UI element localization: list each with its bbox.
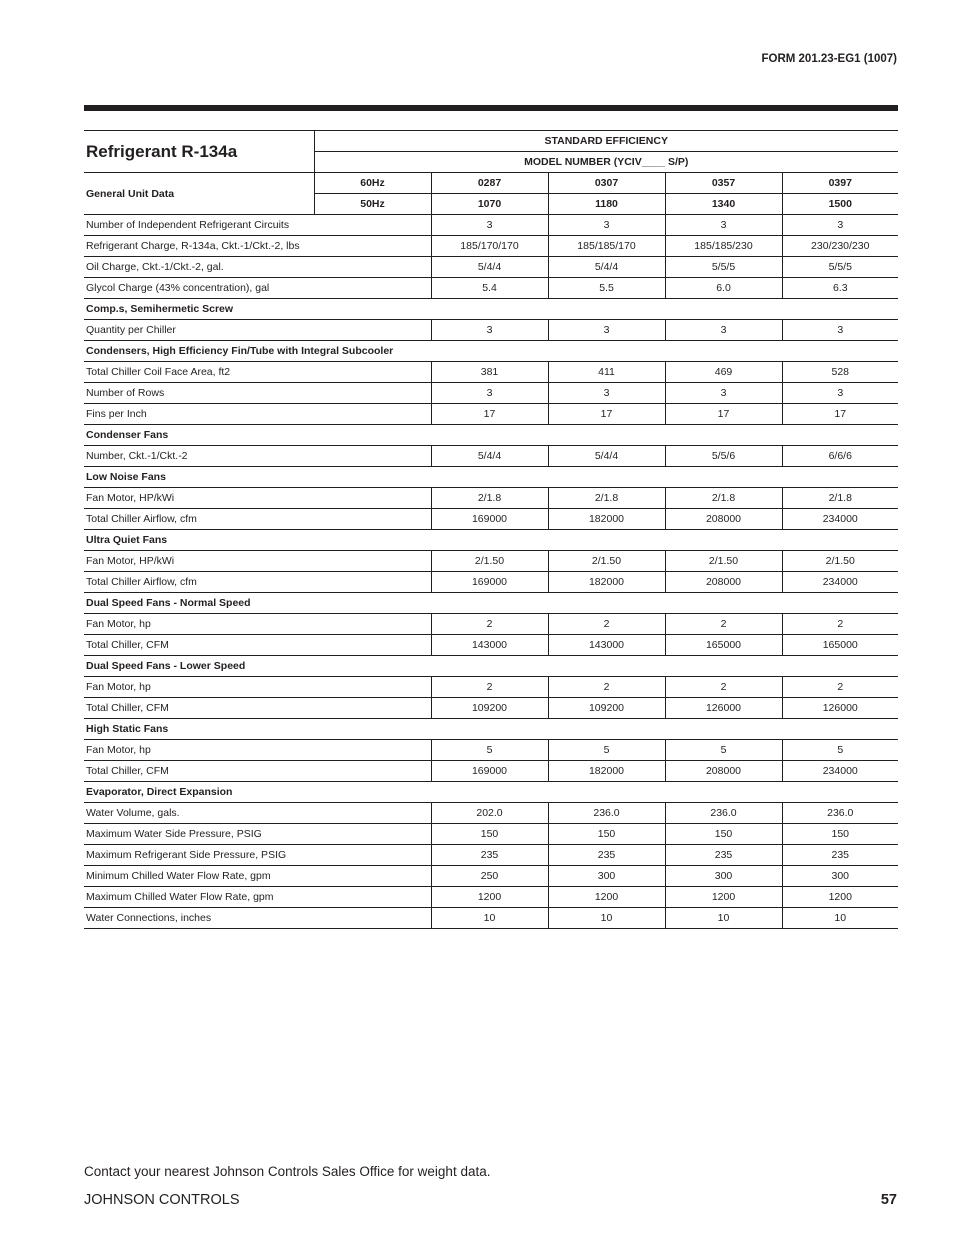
value-cell: 5 <box>782 740 898 761</box>
value-cell: 235 <box>782 845 898 866</box>
value-cell: 6.0 <box>665 278 782 299</box>
value-cell: 165000 <box>665 635 782 656</box>
row-label: Maximum Water Side Pressure, PSIG <box>84 824 431 845</box>
efficiency-label: STANDARD EFFICIENCY <box>314 131 898 152</box>
value-cell: 1200 <box>431 887 548 908</box>
value-cell: 17 <box>782 404 898 425</box>
table-row <box>84 278 898 299</box>
model-50-cell: 1070 <box>431 194 548 215</box>
value-cell: 3 <box>431 215 548 236</box>
section-label: Condenser Fans <box>84 425 898 446</box>
section-row <box>84 425 898 446</box>
row-label: Fan Motor, hp <box>84 614 431 635</box>
value-cell: 126000 <box>665 698 782 719</box>
model-50-cell: 1340 <box>665 194 782 215</box>
value-cell: 185/185/170 <box>548 236 665 257</box>
value-cell: 235 <box>548 845 665 866</box>
value-cell: 1200 <box>782 887 898 908</box>
row-label: Oil Charge, Ckt.-1/Ckt.-2, gal. <box>84 257 431 278</box>
row-label: Total Chiller, CFM <box>84 635 431 656</box>
section-label: Dual Speed Fans - Lower Speed <box>84 656 898 677</box>
value-cell: 2 <box>782 677 898 698</box>
row-label: Total Chiller, CFM <box>84 761 431 782</box>
row-label: Maximum Refrigerant Side Pressure, PSIG <box>84 845 431 866</box>
table-row <box>84 698 898 719</box>
row-label: Water Volume, gals. <box>84 803 431 824</box>
value-cell: 208000 <box>665 509 782 530</box>
section-row <box>84 656 898 677</box>
hz60-row <box>84 173 898 194</box>
row-label: Total Chiller Airflow, cfm <box>84 509 431 530</box>
section-row <box>84 782 898 803</box>
row-label: Glycol Charge (43% concentration), gal <box>84 278 431 299</box>
general-unit-data-label: General Unit Data <box>84 173 314 215</box>
row-label: Number, Ckt.-1/Ckt.-2 <box>84 446 431 467</box>
value-cell: 5 <box>548 740 665 761</box>
row-label: Number of Rows <box>84 383 431 404</box>
table-row <box>84 488 898 509</box>
value-cell: 5/5/5 <box>782 257 898 278</box>
value-cell: 185/185/230 <box>665 236 782 257</box>
value-cell: 10 <box>782 908 898 929</box>
value-cell: 5.4 <box>431 278 548 299</box>
value-cell: 236.0 <box>782 803 898 824</box>
row-label: Maximum Chilled Water Flow Rate, gpm <box>84 887 431 908</box>
value-cell: 5/5/5 <box>665 257 782 278</box>
value-cell: 182000 <box>548 572 665 593</box>
value-cell: 469 <box>665 362 782 383</box>
table-title: Refrigerant R-134a <box>84 131 314 173</box>
table-row <box>84 740 898 761</box>
value-cell: 150 <box>548 824 665 845</box>
value-cell: 2/1.8 <box>431 488 548 509</box>
spec-table <box>84 130 898 929</box>
value-cell: 3 <box>431 320 548 341</box>
row-label: Water Connections, inches <box>84 908 431 929</box>
value-cell: 3 <box>782 383 898 404</box>
row-label: Fan Motor, HP/kWi <box>84 488 431 509</box>
table-row <box>84 383 898 404</box>
value-cell: 250 <box>431 866 548 887</box>
row-label: Fan Motor, HP/kWi <box>84 551 431 572</box>
table-row <box>84 824 898 845</box>
model-label: MODEL NUMBER (YCIV____ S/P) <box>314 152 898 173</box>
value-cell: 17 <box>548 404 665 425</box>
section-row <box>84 341 898 362</box>
value-cell: 2/1.8 <box>782 488 898 509</box>
row-label: Total Chiller Airflow, cfm <box>84 572 431 593</box>
model-60-cell: 0357 <box>665 173 782 194</box>
value-cell: 6/6/6 <box>782 446 898 467</box>
row-label: Number of Independent Refrigerant Circuits <box>84 215 431 236</box>
page-number: 57 <box>880 1192 897 1208</box>
value-cell: 5 <box>431 740 548 761</box>
section-label: Ultra Quiet Fans <box>84 530 898 551</box>
value-cell: 2 <box>548 677 665 698</box>
value-cell: 236.0 <box>548 803 665 824</box>
value-cell: 528 <box>782 362 898 383</box>
table-row <box>84 236 898 257</box>
value-cell: 5/4/4 <box>431 257 548 278</box>
value-cell: 236.0 <box>665 803 782 824</box>
value-cell: 182000 <box>548 761 665 782</box>
value-cell: 2/1.8 <box>548 488 665 509</box>
value-cell: 2 <box>782 614 898 635</box>
value-cell: 234000 <box>782 509 898 530</box>
brand-name: JOHNSON CONTROLS <box>84 1192 240 1208</box>
table-row <box>84 362 898 383</box>
value-cell: 169000 <box>431 761 548 782</box>
value-cell: 2 <box>431 614 548 635</box>
value-cell: 3 <box>548 320 665 341</box>
table-row <box>84 614 898 635</box>
table-row <box>84 908 898 929</box>
value-cell: 143000 <box>431 635 548 656</box>
form-number: FORM 201.23-EG1 (1007) <box>761 53 897 65</box>
value-cell: 2 <box>431 677 548 698</box>
value-cell: 230/230/230 <box>782 236 898 257</box>
table-row <box>84 887 898 908</box>
table-row <box>84 446 898 467</box>
value-cell: 2 <box>548 614 665 635</box>
value-cell: 208000 <box>665 761 782 782</box>
value-cell: 10 <box>665 908 782 929</box>
section-row <box>84 467 898 488</box>
hz50-label: 50Hz <box>314 194 431 215</box>
efficiency-header-row <box>84 131 898 152</box>
value-cell: 300 <box>548 866 665 887</box>
section-row <box>84 299 898 320</box>
value-cell: 1200 <box>548 887 665 908</box>
row-label: Fins per Inch <box>84 404 431 425</box>
value-cell: 109200 <box>548 698 665 719</box>
table-row <box>84 509 898 530</box>
value-cell: 150 <box>431 824 548 845</box>
table-row <box>84 866 898 887</box>
model-60-cell: 0287 <box>431 173 548 194</box>
table-row <box>84 845 898 866</box>
value-cell: 3 <box>782 320 898 341</box>
section-label: High Static Fans <box>84 719 898 740</box>
value-cell: 235 <box>665 845 782 866</box>
value-cell: 3 <box>665 383 782 404</box>
value-cell: 3 <box>782 215 898 236</box>
section-row <box>84 719 898 740</box>
table-row <box>84 320 898 341</box>
value-cell: 5/4/4 <box>548 446 665 467</box>
value-cell: 381 <box>431 362 548 383</box>
table-row <box>84 635 898 656</box>
row-label: Fan Motor, hp <box>84 740 431 761</box>
spec-table-body <box>84 131 898 929</box>
value-cell: 208000 <box>665 572 782 593</box>
value-cell: 165000 <box>782 635 898 656</box>
row-label: Quantity per Chiller <box>84 320 431 341</box>
value-cell: 5/5/6 <box>665 446 782 467</box>
value-cell: 202.0 <box>431 803 548 824</box>
value-cell: 17 <box>665 404 782 425</box>
value-cell: 3 <box>665 320 782 341</box>
row-label: Minimum Chilled Water Flow Rate, gpm <box>84 866 431 887</box>
table-row <box>84 551 898 572</box>
row-label: Refrigerant Charge, R-134a, Ckt.-1/Ckt.-2, lbs <box>84 236 431 257</box>
value-cell: 300 <box>665 866 782 887</box>
section-label: Dual Speed Fans - Normal Speed <box>84 593 898 614</box>
header-rule <box>84 105 898 111</box>
table-row <box>84 215 898 236</box>
model-50-cell: 1500 <box>782 194 898 215</box>
value-cell: 234000 <box>782 572 898 593</box>
value-cell: 185/170/170 <box>431 236 548 257</box>
table-row <box>84 404 898 425</box>
value-cell: 182000 <box>548 509 665 530</box>
value-cell: 300 <box>782 866 898 887</box>
table-row <box>84 803 898 824</box>
section-label: Condensers, High Efficiency Fin/Tube with Integral Subcooler <box>84 341 898 362</box>
value-cell: 5/4/4 <box>431 446 548 467</box>
value-cell: 169000 <box>431 572 548 593</box>
value-cell: 2/1.8 <box>665 488 782 509</box>
value-cell: 126000 <box>782 698 898 719</box>
value-cell: 3 <box>548 383 665 404</box>
section-row <box>84 593 898 614</box>
value-cell: 2/1.50 <box>431 551 548 572</box>
value-cell: 2/1.50 <box>548 551 665 572</box>
value-cell: 2 <box>665 677 782 698</box>
value-cell: 2/1.50 <box>665 551 782 572</box>
value-cell: 109200 <box>431 698 548 719</box>
section-label: Low Noise Fans <box>84 467 898 488</box>
table-row <box>84 677 898 698</box>
value-cell: 17 <box>431 404 548 425</box>
value-cell: 143000 <box>548 635 665 656</box>
row-label: Fan Motor, hp <box>84 677 431 698</box>
value-cell: 5.5 <box>548 278 665 299</box>
section-row <box>84 530 898 551</box>
hz60-label: 60Hz <box>314 173 431 194</box>
section-label: Evaporator, Direct Expansion <box>84 782 898 803</box>
value-cell: 5 <box>665 740 782 761</box>
value-cell: 1200 <box>665 887 782 908</box>
value-cell: 3 <box>548 215 665 236</box>
table-row <box>84 761 898 782</box>
model-60-cell: 0397 <box>782 173 898 194</box>
model-60-cell: 0307 <box>548 173 665 194</box>
value-cell: 150 <box>782 824 898 845</box>
value-cell: 6.3 <box>782 278 898 299</box>
value-cell: 235 <box>431 845 548 866</box>
value-cell: 234000 <box>782 761 898 782</box>
section-label: Comp.s, Semihermetic Screw <box>84 299 898 320</box>
model-50-cell: 1180 <box>548 194 665 215</box>
value-cell: 3 <box>665 215 782 236</box>
value-cell: 5/4/4 <box>548 257 665 278</box>
value-cell: 169000 <box>431 509 548 530</box>
table-row <box>84 257 898 278</box>
value-cell: 411 <box>548 362 665 383</box>
value-cell: 10 <box>431 908 548 929</box>
value-cell: 150 <box>665 824 782 845</box>
value-cell: 2/1.50 <box>782 551 898 572</box>
row-label: Total Chiller Coil Face Area, ft2 <box>84 362 431 383</box>
row-label: Total Chiller, CFM <box>84 698 431 719</box>
table-row <box>84 572 898 593</box>
value-cell: 10 <box>548 908 665 929</box>
value-cell: 3 <box>431 383 548 404</box>
weight-data-note: Contact your nearest Johnson Controls Sales Office for weight data. <box>84 1164 491 1179</box>
value-cell: 2 <box>665 614 782 635</box>
